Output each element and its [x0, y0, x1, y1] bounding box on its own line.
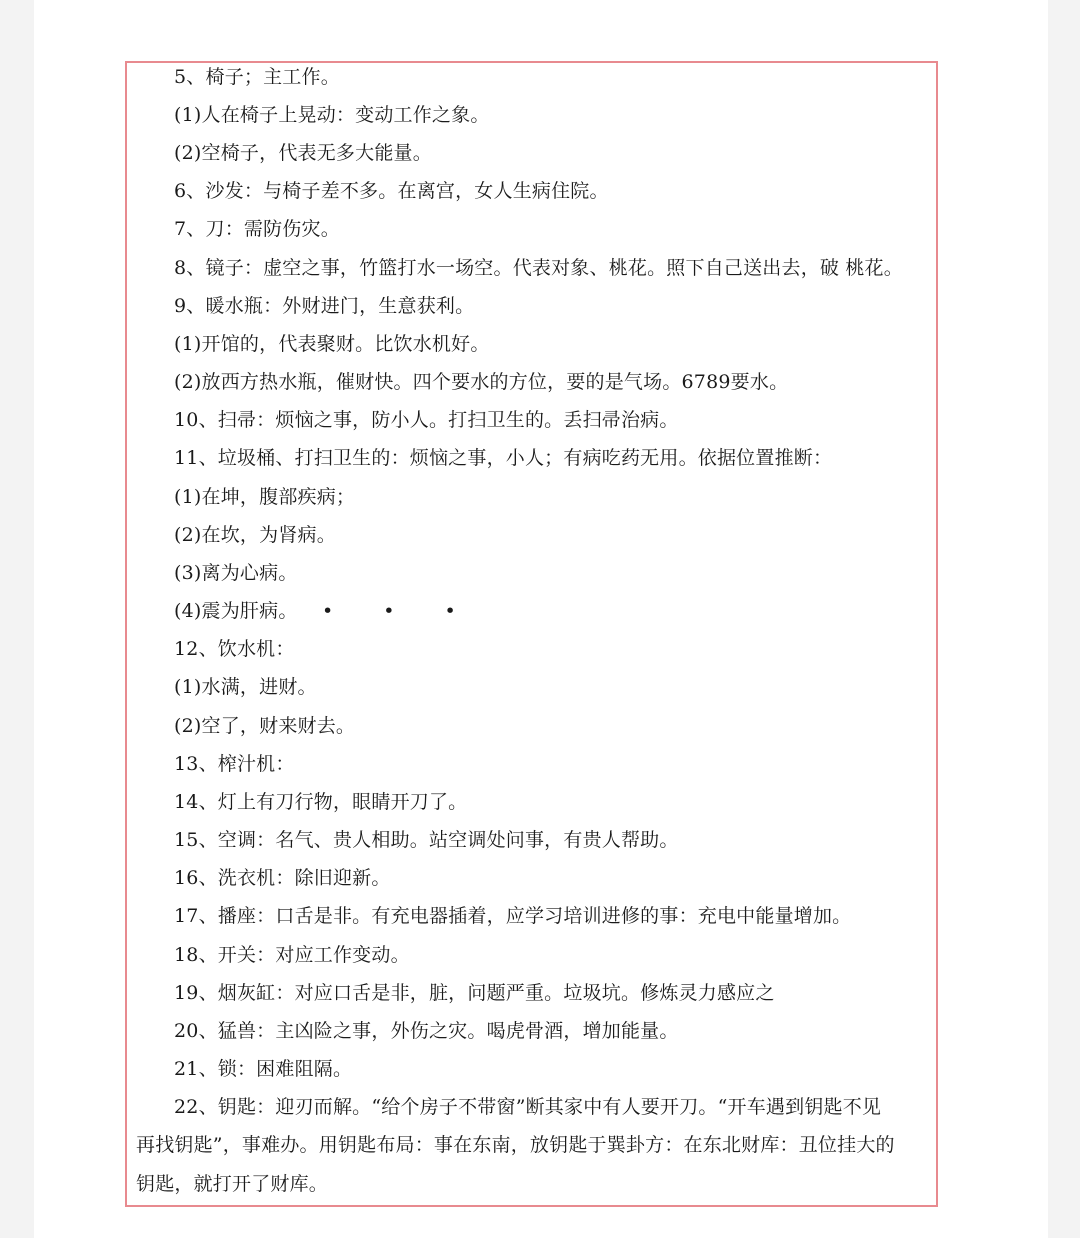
list-item: (2)放西方热水瓶，催财快。四个要水的方位，要的是气场。6789要水。 [174, 371, 789, 393]
paragraph-line: 再找钥匙”，事难办。用钥匙布局：事在东南，放钥匙于巽卦方：在东北财库：丑位挂大的 [136, 1134, 895, 1156]
list-item: 6、沙发：与椅子差不多。在离宫，女人生病住院。 [174, 180, 609, 202]
list-item: (1)人在椅子上晃动：变动工作之象。 [174, 104, 490, 126]
list-item: 9、暖水瓶：外财进门，生意获利。 [174, 295, 475, 317]
paragraph-line: 钥匙，就打开了财库。 [136, 1173, 329, 1195]
list-item: (1)开馆的，代表聚财。比饮水机好。 [174, 333, 490, 355]
list-item: 21、锁：困难阻隔。 [174, 1058, 353, 1080]
list-item: (1)水满，进财。 [174, 676, 317, 698]
list-item: (2)空了，财来财去。 [174, 715, 356, 737]
list-item: 5、椅子；主工作。 [174, 66, 340, 88]
list-item: 11、垃圾桶、打扫卫生的：烦恼之事，小人；有病吃药无用。依据位置推断： [174, 447, 833, 469]
list-item: 20、猛兽：主凶险之事，外伤之灾。喝虎骨酒，增加能量。 [174, 1020, 679, 1042]
list-item: 19、烟灰缸：对应口舌是非，脏，问题严重。垃圾坑。修炼灵力感应之 [174, 982, 775, 1004]
list-item: 12、饮水机： [174, 638, 295, 660]
list-item: (2)在坎，为肾病。 [174, 524, 336, 546]
list-item: 16、洗衣机：除旧迎新。 [174, 867, 391, 889]
list-item: (1)在坤，腹部疾病； [174, 486, 356, 508]
list-item: 10、扫帚：烦恼之事，防小人。打扫卫生的。丢扫帚治病。 [174, 409, 679, 431]
list-item: 15、空调：名气、贵人相助。站空调处问事，有贵人帮助。 [174, 829, 679, 851]
ellipsis-dots: • • • [322, 600, 478, 622]
list-item: 8、镜子：虚空之事，竹篮打水一场空。代表对象、桃花。照下自己送出去，破 桃花。 [174, 257, 903, 279]
list-item: 7、刀：需防伤灾。 [174, 218, 340, 240]
list-item: 18、开关：对应工作变动。 [174, 944, 410, 966]
list-item: (3)离为心病。 [174, 562, 298, 584]
list-item: (2)空椅子，代表无多大能量。 [174, 142, 432, 164]
list-item: 14、灯上有刀行物，眼睛开刀了。 [174, 791, 468, 813]
paragraph-line: 22、钥匙：迎刃而解。“给个房子不带窗”断其家中有人要开刀。“开车遇到钥匙不见 [174, 1096, 882, 1118]
list-item: (4)震为肝病。 [174, 600, 298, 622]
list-item: 13、榨汁机： [174, 753, 295, 775]
list-item: 17、播座：口舌是非。有充电器插着，应学习培训进修的事：充电中能量增加。 [174, 905, 852, 927]
